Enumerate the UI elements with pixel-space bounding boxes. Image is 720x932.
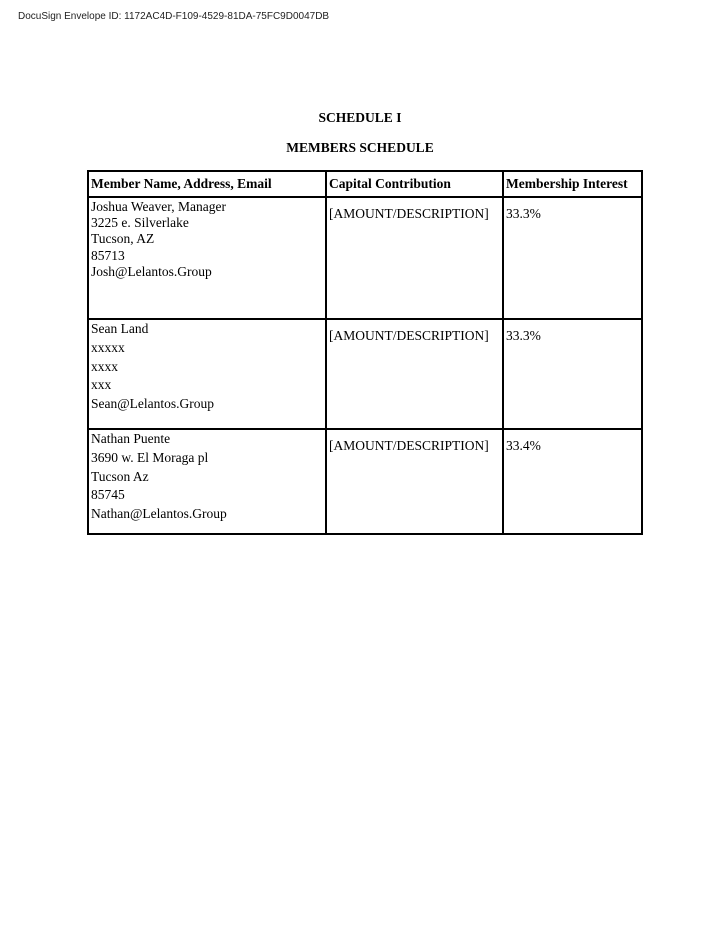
capital-contribution-cell bbox=[326, 197, 503, 319]
membership-interest-value: 33.3% bbox=[506, 328, 541, 343]
member-address-zip: 85713 bbox=[91, 247, 125, 263]
member-address-zip: 85745 bbox=[91, 487, 125, 503]
membership-interest-cell bbox=[503, 197, 642, 319]
member-address-street: xxxxx bbox=[91, 339, 125, 355]
docusign-envelope-id: DocuSign Envelope ID: 1172AC4D-F109-4529-81DA-75FC9D0047DB bbox=[18, 11, 330, 22]
membership-interest-cell bbox=[503, 429, 642, 534]
member-info-cell bbox=[88, 197, 326, 319]
membership-interest-cell bbox=[503, 319, 642, 429]
member-name: Sean Land bbox=[91, 321, 149, 336]
table-row bbox=[88, 319, 642, 429]
header-capital-contribution: Capital Contribution bbox=[326, 171, 503, 197]
capital-contribution-value: [AMOUNT/DESCRIPTION] bbox=[329, 328, 489, 343]
member-info-cell bbox=[88, 319, 326, 429]
header-member-name: Member Name, Address, Email bbox=[88, 171, 326, 197]
capital-contribution-value: [AMOUNT/DESCRIPTION] bbox=[329, 206, 489, 221]
members-schedule-table bbox=[87, 170, 643, 535]
table-row bbox=[88, 429, 642, 534]
member-info-cell bbox=[88, 429, 326, 534]
member-address-street: 3225 e. Silverlake bbox=[91, 215, 189, 231]
member-address-city: Tucson, AZ bbox=[91, 231, 155, 247]
capital-contribution-value: [AMOUNT/DESCRIPTION] bbox=[329, 438, 489, 453]
table-row bbox=[88, 197, 642, 319]
member-address-city: Tucson Az bbox=[91, 468, 149, 484]
table-header-row bbox=[88, 171, 642, 197]
member-email: Nathan@Lelantos.Group bbox=[91, 506, 227, 522]
member-email: Sean@Lelantos.Group bbox=[91, 396, 215, 412]
membership-interest-value: 33.4% bbox=[506, 438, 541, 453]
member-address-street: 3690 w. El Moraga pl bbox=[91, 449, 209, 465]
member-address-city: xxxx bbox=[91, 358, 118, 374]
member-name: Nathan Puente bbox=[91, 431, 171, 446]
capital-contribution-cell bbox=[326, 319, 503, 429]
member-name: Joshua Weaver, Manager bbox=[91, 199, 226, 214]
header-membership-interest: Membership Interest bbox=[503, 171, 642, 197]
membership-interest-value: 33.3% bbox=[506, 206, 541, 221]
schedule-title: SCHEDULE I bbox=[318, 110, 402, 125]
schedule-subtitle: MEMBERS SCHEDULE bbox=[286, 140, 434, 155]
member-address-zip: xxx bbox=[91, 377, 112, 393]
member-email: Josh@Lelantos.Group bbox=[91, 263, 212, 279]
capital-contribution-cell bbox=[326, 429, 503, 534]
